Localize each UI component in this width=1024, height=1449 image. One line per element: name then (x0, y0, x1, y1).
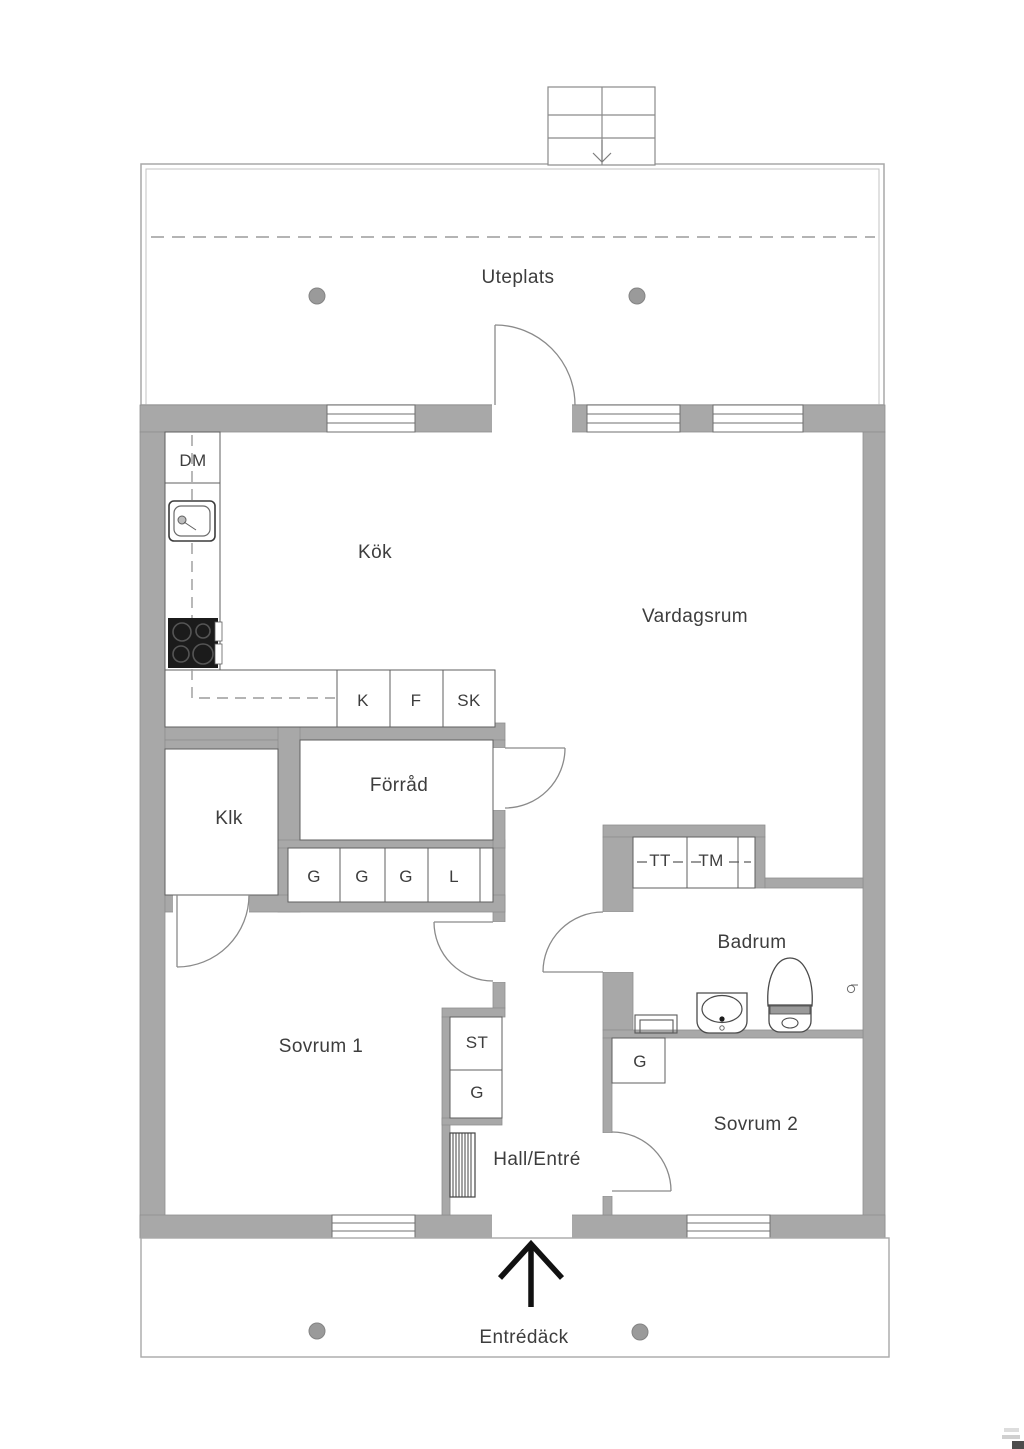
wall-sovrum2-left (603, 1038, 612, 1133)
room-label-forrad: Förråd (369, 775, 429, 796)
fixture-label-sk: SK (457, 691, 481, 710)
post-dot (629, 288, 645, 304)
badrum-door-opening (602, 912, 634, 972)
corner-watermark (1002, 1428, 1024, 1449)
wall-east (863, 432, 885, 1238)
fixture-label-st: ST (465, 1033, 489, 1052)
paper-holder-icon (847, 985, 858, 993)
fixture-label-f: F (410, 691, 422, 710)
forrad-door-opening (492, 748, 506, 810)
fixture-label-g1: G (307, 867, 321, 886)
sink-icon (169, 501, 215, 541)
room-label-vardagsrum: Vardagsrum (641, 606, 749, 627)
uteplats-area (141, 164, 884, 405)
forrad-door (505, 748, 565, 808)
room-label-sovrum1: Sovrum 1 (278, 1036, 364, 1057)
post-dot (309, 1323, 325, 1339)
room-label-badrum: Badrum (717, 932, 787, 953)
sovrum2-closet-box (612, 1038, 665, 1083)
post-dot (309, 288, 325, 304)
window (332, 1215, 415, 1238)
sovrum1-door (434, 922, 493, 981)
fixture-label-l: L (449, 867, 459, 886)
stove-icon (168, 618, 222, 668)
sovrum2-door (612, 1132, 671, 1191)
klk-room-box (165, 749, 278, 895)
window (687, 1215, 770, 1238)
room-label-kok: Kök (358, 542, 392, 563)
fixture-label-g5: G (633, 1052, 647, 1071)
fixture-label-g2: G (355, 867, 369, 886)
wall-laundry-right (755, 837, 765, 888)
post-dot (632, 1324, 648, 1340)
room-label-klk: Klk (215, 808, 243, 829)
wall-laundry-top (603, 825, 765, 837)
wardrobe-row-box (288, 848, 493, 902)
fixture-label-tm: TM (698, 851, 724, 870)
wall-hall-jog (442, 1008, 505, 1017)
radiator-icon (450, 1133, 475, 1197)
hall-closet-box (450, 1017, 502, 1118)
window (327, 405, 415, 432)
bathroom-sink-icon (697, 993, 747, 1033)
fixture-label-dm: DM (179, 451, 207, 470)
fixture-label-k: K (357, 691, 369, 710)
sovrum2-door-opening (602, 1133, 613, 1196)
wall-sovrum1-hall (493, 982, 505, 1008)
wall-badrum-left-lower (603, 972, 633, 1030)
forrad-room-box (300, 740, 493, 840)
wall-badrum-left-upper (603, 837, 633, 912)
wall-sovrum2-left-lower (603, 1196, 612, 1215)
wall-under-hall-closet (442, 1118, 502, 1125)
room-label-sovrum2: Sovrum 2 (713, 1114, 799, 1135)
wall-forrad-bottom (278, 840, 505, 848)
wall-forrad-right-bottom (493, 810, 505, 848)
wall-west (140, 432, 165, 1238)
wall-badrum-top-right (765, 878, 863, 888)
wall-above-klk (165, 740, 287, 749)
room-label-uteplats: Uteplats (481, 267, 555, 288)
uteplats-border-outer (141, 164, 884, 405)
klk-door-opening (173, 894, 249, 913)
sovrum1-door-opening (492, 922, 506, 982)
entredack-area (141, 1238, 889, 1357)
badrum-door (543, 912, 603, 972)
window (587, 405, 680, 432)
room-label-entredack: Entrédäck (479, 1327, 569, 1348)
window (713, 405, 803, 432)
fixture-label-g3: G (399, 867, 413, 886)
toilet-icon (768, 958, 813, 1032)
fixture-label-g4: G (470, 1083, 484, 1102)
patio-door-opening (492, 404, 572, 433)
room-label-hall: Hall/Entré (493, 1149, 581, 1170)
fixture-label-tt: TT (649, 851, 671, 870)
wall-forrad-right-top (493, 740, 505, 748)
wall-hall-left (442, 1017, 450, 1215)
entrance-opening (492, 1214, 572, 1239)
